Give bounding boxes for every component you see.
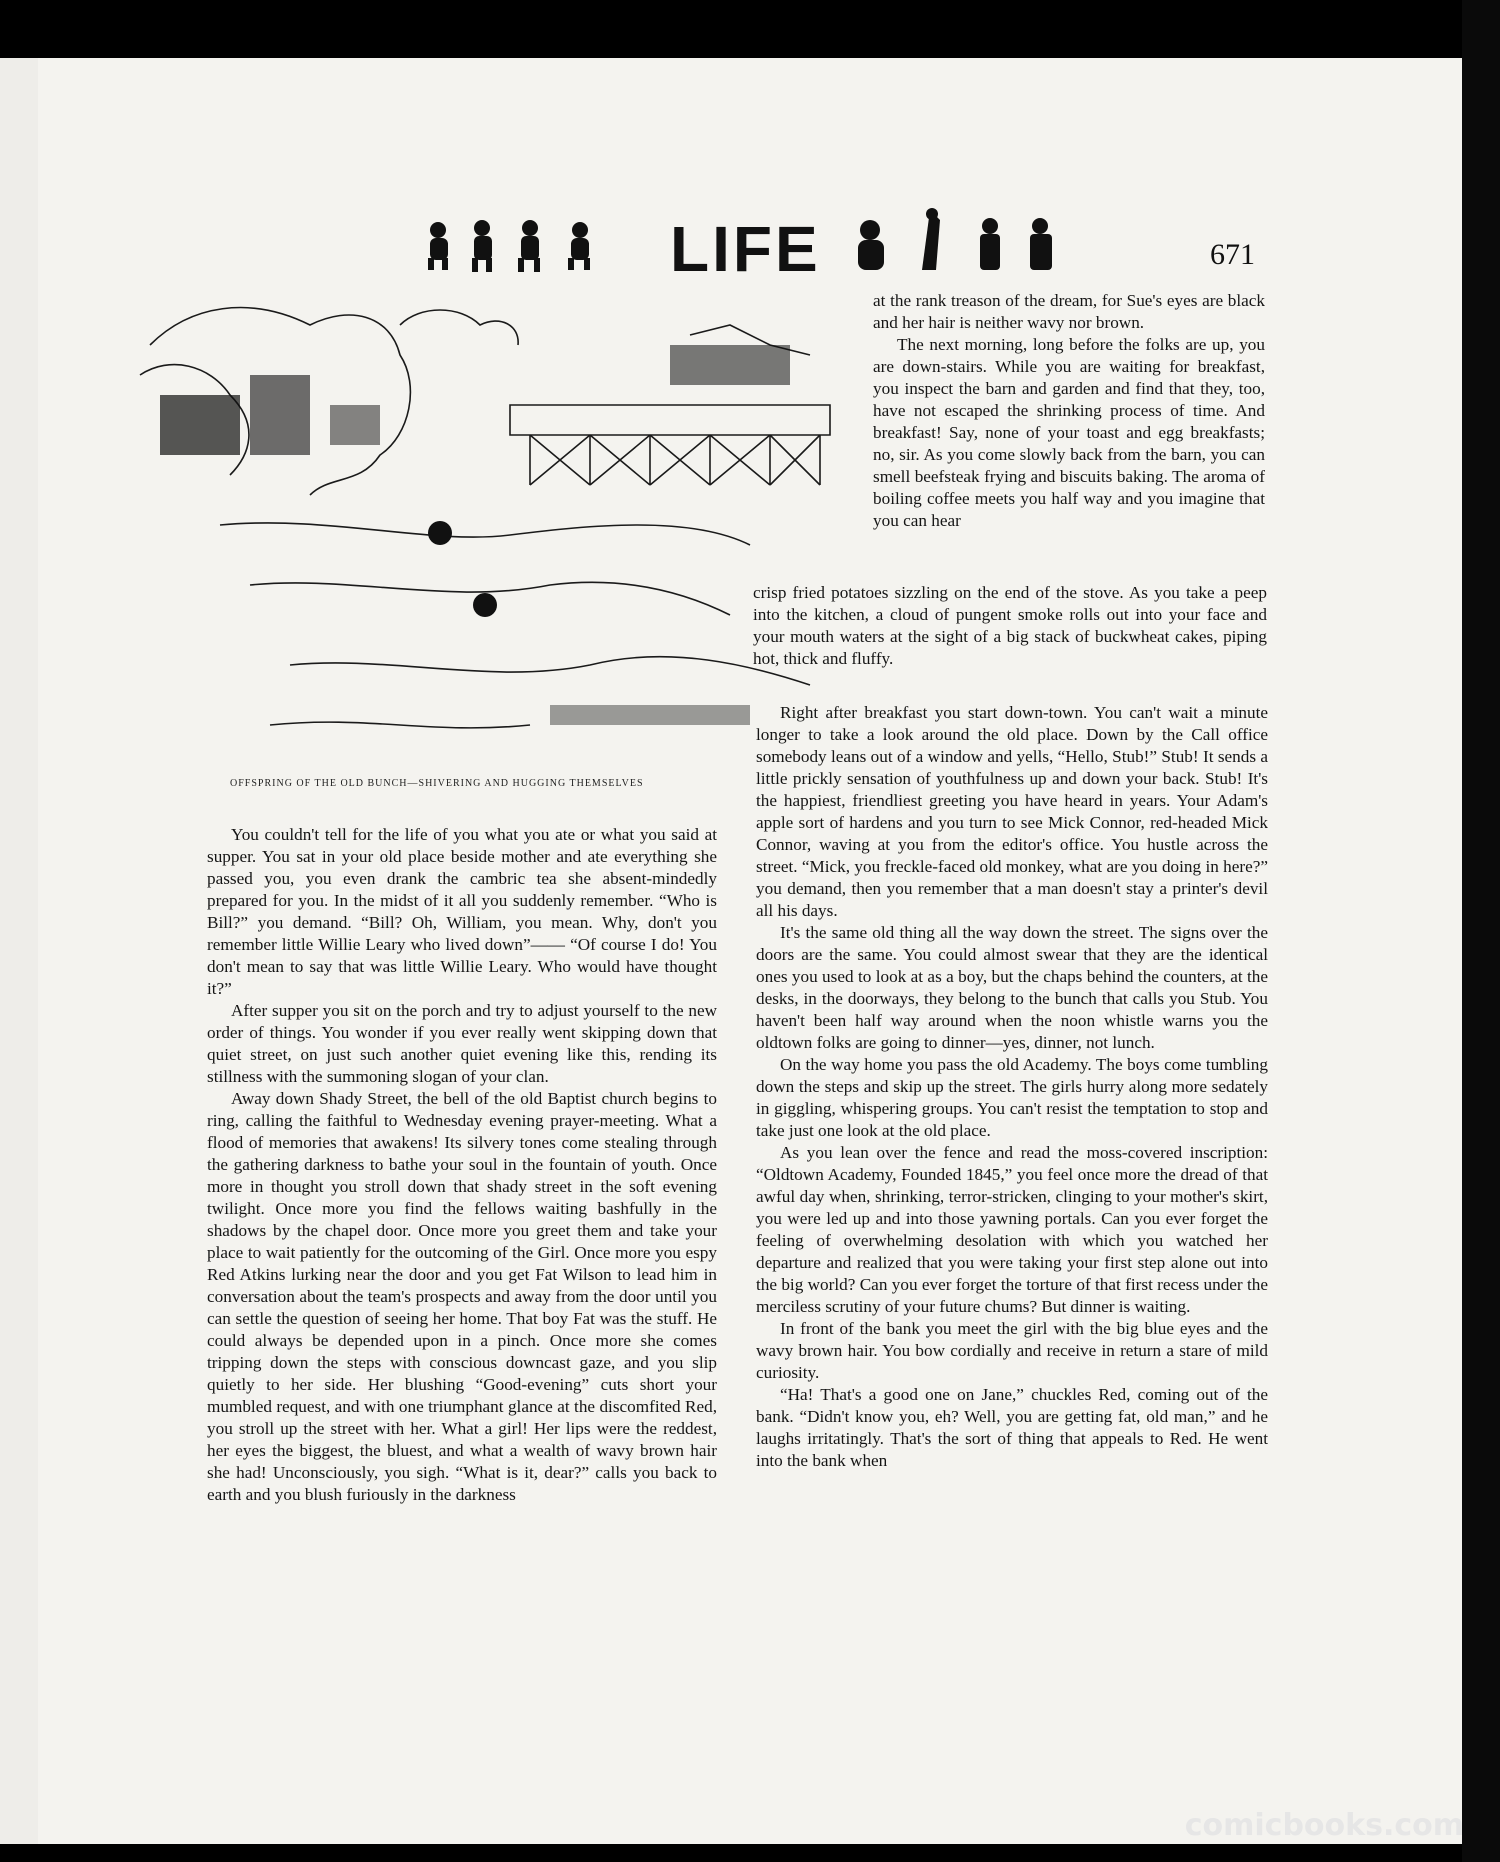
paragraph: You couldn't tell for the life of you what you ate or what you said at supper. You sat in your old place beside mother and ate everything she passed you, you even drank the cambric tea she absent-mindedly prepared for you. In the midst of it all you suddenly remember. “Who is Bill?” you demand. “Bill? Oh, William, you mean. Why, don't you remember little Willie Leary who lived down”—— “Of course I do! You don't mean to say that was little Willie Leary. Who would have thought it?” — [207, 825, 717, 998]
paragraph: Away down Shady Street, the bell of the old Baptist church begins to ring, calling the faithful to Wednesday evening prayer-meeting. What a flood of memories that awakens! Its silvery tones come stealing through the gathering darkness to bathe your soul in the fountain of youth. Once more in thought you stroll down that shady street in the soft evening twilight. Once more you find the fellows waiting bashfully in the shadows by the chapel door. Once more you greet them and take your place to wait patiently for the outcoming of the Girl. Once more you espy Red Atkins lurking near the door and you get Fat Wilson to lead him in conversation about the team's prospects and away from the door until you can settle the question of seeing her home. That boy Fat was the stuff. He could always be depended upon in a pinch. Once more she comes tripping down the steps with conscious downcast gaze, and you slip quietly to her side. Her blushing “Good-evening” cuts short your mumbled request, and with one triumphant glance at the discomfited Red, you stroll up the street with her. What a girl! Her lips were the reddest, her eyes the biggest, the bluest, and what a wealth of wavy brown hair she had! Unconsciously, you sigh. “What is it, dear?” calls you back to earth and you blush furiously in the darkness — [207, 1089, 717, 1504]
paragraph: “Ha! That's a good one on Jane,” chuckles Red, coming out of the bank. “Didn't know you, eh? Well, you are getting fat, old man,” and he laughs irritatingly. That's the sort of thing that appeals to Red. He went into the bank when — [756, 1385, 1268, 1470]
magazine-title: LIFE — [670, 213, 821, 285]
paragraph: On the way home you pass the old Academy. The boys come tumbling down the steps and skip up the street. The girls hurry along more sedately in giggling, whispering groups. You can't resist the temptation to stop and take just one look at the old place. — [756, 1055, 1268, 1140]
paragraph: Right after breakfast you start down-town. You can't wait a minute longer to take a look around the old place. Down by the Call office somebody leans out of a window and yells, “Hello, Stub!” Stub! It sends a little prickly sensation of youthfulness up and down your back. Stub! It's the happiest, friendliest greeting you have heard in years. Your Adam's apple sort of hardens and you turn to see Mick Connor, red-headed Mick Connor, waving at you from the editor's office. You hustle across the street. “Mick, you freckle-faced old monkey, what are you doing in here?” you demand, then you remember that a man doesn't stay a printer's devil all his days. — [756, 703, 1268, 920]
watermark: comicbooks.com — [1184, 1808, 1464, 1843]
page-number: 671 — [1210, 238, 1255, 271]
paragraph: It's the same old thing all the way down the street. The signs over the doors are the same. You could almost swear that they are the identical ones you used to look at as a boy, but the chaps behind the counters, at the desks, in the doorways, they belong to the bunch that calls you Stub. You haven't been half way around when the noon whistle warns you the oldtown folks are going to dinner—yes, dinner, not lunch. — [756, 923, 1268, 1052]
right-page-edge — [1462, 0, 1500, 1862]
swimming-hole-illustration — [130, 285, 870, 755]
illustration-caption: OFFSPRING OF THE OLD BUNCH—SHIVERING AND HUGGING THEMSELVES — [230, 778, 644, 789]
cartoon-figures-left — [420, 218, 640, 278]
left-column — [207, 824, 717, 1506]
right-column-wrap — [753, 582, 1267, 670]
paragraph: crisp fried potatoes sizzling on the end of the stove. As you take a peep into the kitchen, a cloud of pungent smoke rolls out into your face and your mouth waters at the sight of a big stack of buckwheat cakes, piping hot, thick and fluffy. — [753, 583, 1267, 668]
masthead — [420, 200, 1100, 290]
left-page-edge — [0, 58, 40, 1844]
paragraph: After supper you sit on the porch and try to adjust yourself to the new order of things. You wonder if you ever really went skipping down that quiet street, on just such another quiet evening like this, rending its stillness with the summoning slogan of your clan. — [207, 1001, 717, 1086]
right-column — [756, 702, 1268, 1472]
paragraph: In front of the bank you meet the girl with the big blue eyes and the wavy brown hair. You bow cordially and receive in return a stare of mild curiosity. — [756, 1319, 1268, 1382]
right-column-top — [873, 290, 1265, 532]
paragraph: at the rank treason of the dream, for Sue's eyes are black and her hair is neither wavy nor brown. — [873, 291, 1265, 332]
paragraph: The next morning, long before the folks are up, you are down-stairs. While you are waiting for breakfast, you inspect the barn and garden and find that they, too, have not escaped the shrinking process of time. And breakfast! Say, none of your toast and egg breakfasts; no, sir. As you come slowly back from the barn, you can smell beefsteak frying and biscuits baking. The aroma of boiling coffee meets you half way and you imagine that you can hear — [873, 335, 1265, 530]
paragraph: As you lean over the fence and read the moss-covered inscription: “Oldtown Academy, Founded 1845,” you feel once more the dread of that awful day when, shrinking, terror-stricken, clinging to your mother's skirt, you were led up and into those yawning portals. Can you ever forget the feeling of overwhelming desolation with which you watched her departure and realized that you were taking your first step alone out into the big world? Can you ever forget the torture of that first recess under the merciless scrutiny of your future chums? But dinner is waiting. — [756, 1143, 1268, 1316]
cartoon-figures-right — [840, 200, 1090, 280]
